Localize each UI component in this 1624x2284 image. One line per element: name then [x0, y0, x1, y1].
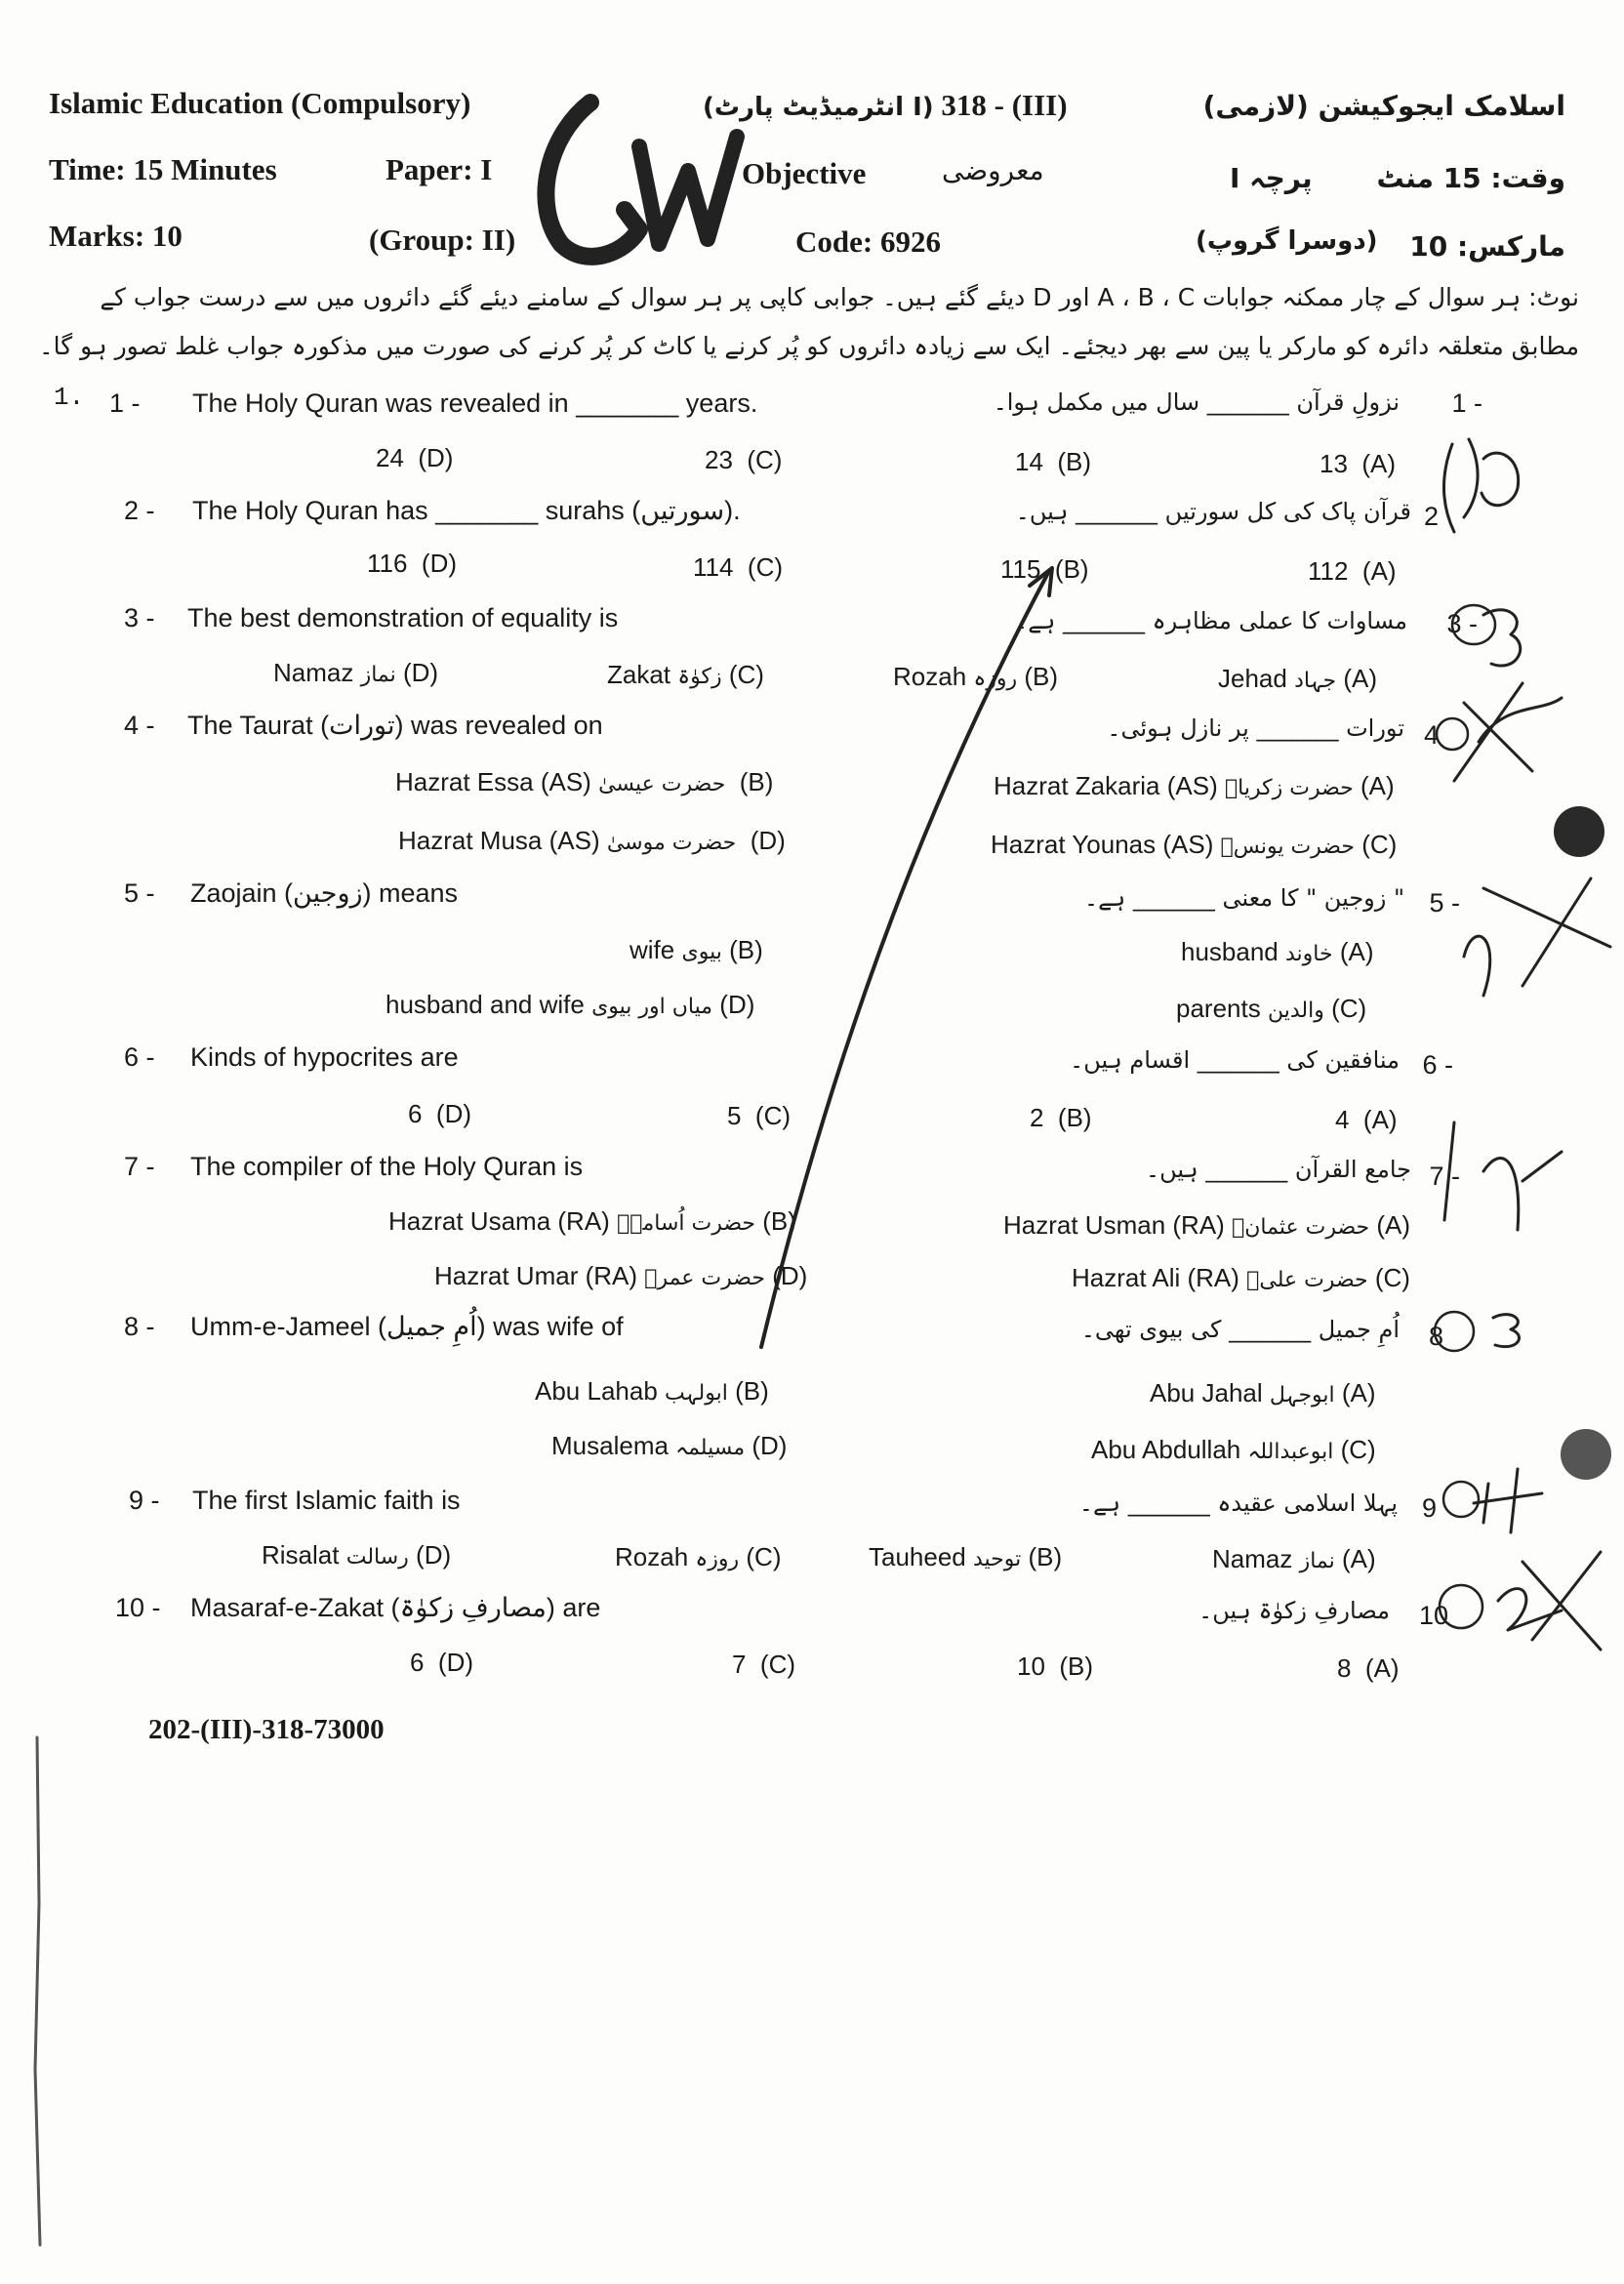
q1-option-c: 23 (C) — [705, 445, 783, 474]
question-9-text: The first Islamic faith is — [192, 1486, 461, 1515]
question-7-text-ur: جامع القرآن _______ ہیں۔ — [1146, 1156, 1411, 1183]
marks-label-en: Marks: 10 — [49, 219, 183, 253]
question-3-number: 3 - — [124, 603, 155, 632]
q6-option-b: 2 (B) — [1030, 1103, 1092, 1132]
question-9-number: 9 - — [129, 1486, 160, 1515]
question-5-text-ur: " زوجین " کا معنی _______ ہے۔ — [1084, 884, 1404, 912]
question-8-text-ur: اُمِ جمیل _______ کی بیوی تھی۔ — [1080, 1316, 1400, 1343]
paper-code-ltr: 318 - (III) — [941, 88, 1068, 122]
subject-title-en: Islamic Education (Compulsory) — [49, 86, 471, 120]
question-3-text: The best demonstration of equality is — [187, 603, 619, 632]
q4-option-c: Hazrat Younas (AS) حضرت یونسؑ (C) — [991, 830, 1398, 859]
question-7-number: 7 - — [124, 1152, 155, 1181]
question-10-text: Masaraf-e-Zakat (مصارفِ زکوٰۃ) are — [190, 1593, 601, 1622]
objective-label-ur: معروضی — [942, 154, 1044, 186]
hole-punch-top — [1554, 806, 1604, 857]
margin-mark-7 — [1444, 1122, 1562, 1230]
q3-option-b: Rozah روزہ (B) — [893, 662, 1059, 691]
question-8-number-ur: 8 — [1428, 1322, 1443, 1351]
q6-option-c: 5 (C) — [727, 1101, 792, 1130]
question-2-number: 2 - — [124, 496, 155, 525]
q10-option-c: 7 (C) — [732, 1650, 796, 1679]
question-2-number-ur: 2 — [1423, 502, 1439, 531]
margin-mark-8 — [1493, 1315, 1520, 1347]
q8-option-d: Musalema مسیلمہ (D) — [551, 1431, 788, 1460]
q2-option-a: 112 (A) — [1308, 556, 1397, 586]
question-8-text: Umm-e-Jameel (اُمِ جمیل) was wife of — [190, 1312, 624, 1341]
q2-option-c: 114 (C) — [693, 552, 783, 582]
question-4-text: The Taurat (تورات) was revealed on — [187, 711, 603, 740]
q7-option-c: Hazrat Ali (RA) حضرت علیؓ (C) — [1072, 1263, 1410, 1292]
marks-label-ur: مارکس: 10 — [1409, 230, 1565, 263]
q10-option-a: 8 (A) — [1337, 1653, 1400, 1683]
question-6-number: 6 - — [124, 1042, 155, 1072]
q1-option-d: 24 (D) — [376, 443, 454, 472]
question-4-number-ur: 4 — [1423, 720, 1439, 750]
q8-option-b: Abu Lahab ابولہب (B) — [535, 1376, 769, 1406]
question-1-number: 1 - — [109, 388, 141, 418]
q7-option-b: Hazrat Usama (RA) حضرت اُسامہؓ (B) — [388, 1206, 796, 1236]
question-9-number-ur: 9 — [1421, 1493, 1437, 1523]
q3-option-d: Namaz نماز (D) — [273, 658, 439, 687]
objective-label-en: Objective — [742, 156, 867, 190]
q5-option-d: husband and wife میاں اور بیوی (D) — [386, 990, 755, 1019]
footer-paper-code: 202-(III)-318-73000 — [148, 1714, 385, 1745]
paper-code-ur: (انٹرمیڈیٹ پارٹ I) — [703, 93, 934, 122]
q2-option-b: 115 (B) — [1000, 554, 1089, 584]
instructions-line-1: نوٹ: ہر سوال کے چار ممکنہ جوابات A ، B ، C اور D دیئے گئے ہیں۔ جوابی کاپی پر ہر سوال کے سامنے دیئے گئے دائروں میں سے درست جواب کے — [100, 283, 1579, 311]
q1-option-b: 14 (B) — [1015, 447, 1092, 476]
q3-option-c: Zakat زکوٰۃ (C) — [607, 660, 764, 689]
question-3-text-ur: مساوات کا عملی مظاہرہ _______ ہے۔ — [1014, 607, 1407, 634]
code-label-en: Code: 6926 — [795, 224, 941, 259]
question-4-number: 4 - — [124, 711, 155, 740]
question-6-text-ur: منافقین کی _______ اقسام ہیں۔ — [1070, 1046, 1400, 1074]
margin-cross-10 — [1498, 1552, 1601, 1650]
q9-option-c: Rozah روزہ (C) — [615, 1542, 782, 1571]
q10-option-b: 10 (B) — [1017, 1652, 1094, 1681]
question-5-text: Zaojain (زوجین) means — [190, 878, 459, 908]
hole-punch-bottom — [1561, 1429, 1611, 1480]
question-2-text-ur: قرآن پاک کی کل سورتیں _______ ہیں۔ — [1015, 498, 1411, 525]
question-10-text-ur: مصارفِ زکوٰۃ ہیں۔ — [1198, 1597, 1390, 1624]
q9-option-d: Risalat رسالت (D) — [262, 1540, 452, 1570]
margin-cross-9 — [1474, 1469, 1542, 1532]
question-4-text-ur: تورات _______ پر نازل ہوئی۔ — [1107, 714, 1404, 742]
q5-option-c: parents والدین (C) — [1176, 994, 1367, 1023]
question-1-text: The Holy Quran was revealed in _______ years. — [192, 388, 758, 418]
question-3-number-ur: 3 - — [1446, 609, 1478, 638]
question-10-number: 10 - — [115, 1593, 161, 1622]
question-6-number-ur: 6 - — [1422, 1050, 1453, 1080]
q7-option-a: Hazrat Usman (RA) حضرت عثمانؓ (A) — [1003, 1210, 1411, 1240]
q8-option-c: Abu Abdullah ابوعبداللہ (C) — [1091, 1435, 1376, 1464]
time-label-en: Time: 15 Minutes — [49, 152, 277, 186]
q4-option-b: Hazrat Essa (AS) حضرت عیسیٰ (B) — [395, 767, 774, 796]
instructions-line-2: مطابق متعلقہ دائرہ کو مارکر یا پین سے بھر دیجئے۔ ایک سے زیادہ دائروں کو پُر کرنے یا کاٹ کر پُر کرنے کی صورت میں مذکورہ جواب غلط تصور ہو گا۔ — [38, 332, 1579, 360]
question-10-number-ur: 10 — [1418, 1601, 1448, 1630]
scan-edge-line — [35, 1737, 40, 2245]
question-8-number: 8 - — [124, 1312, 155, 1341]
group-label-ur: (دوسرا گروپ) — [1196, 226, 1378, 256]
subject-title-ur: اسلامک ایجوکیشن (لازمی) — [1202, 90, 1565, 122]
q4-option-a: Hazrat Zakaria (AS) حضرت زکریاؑ (A) — [994, 771, 1395, 800]
question-1-text-ur: نزولِ قرآن _______ سال میں مکمل ہوا۔ — [993, 388, 1400, 416]
handwritten-stamp-g — [546, 102, 639, 257]
handwritten-stamp-w — [639, 137, 737, 244]
question-5-number: 5 - — [124, 878, 155, 908]
group-label-en: (Group: II) — [369, 223, 516, 257]
q9-option-a: Namaz نماز (A) — [1212, 1544, 1376, 1573]
margin-cross-5 — [1464, 878, 1610, 996]
section-number: 1. — [54, 383, 85, 412]
time-label-ur: وقت: 15 منٹ — [1376, 162, 1565, 194]
question-7-number-ur: 7 - — [1429, 1162, 1460, 1191]
q9-option-b: Tauheed توحید (B) — [869, 1542, 1063, 1571]
q7-option-d: Hazrat Umar (RA) حضرت عمرؓ (D) — [434, 1261, 808, 1290]
margin-circle-4 — [1437, 718, 1468, 750]
margin-circle-9 — [1443, 1482, 1479, 1517]
q2-option-d: 116 (D) — [367, 549, 457, 578]
paper-label-ur: پرچہ I — [1230, 162, 1313, 194]
q6-option-d: 6 (D) — [408, 1099, 472, 1128]
q5-option-b: wife بیوی (B) — [629, 935, 763, 964]
question-6-text: Kinds of hypocrites are — [190, 1042, 459, 1072]
paper-code — [703, 88, 1068, 123]
question-9-text-ur: پہلا اسلامی عقیدہ _______ ہے۔ — [1078, 1489, 1398, 1517]
q6-option-a: 4 (A) — [1335, 1105, 1398, 1134]
margin-cross-4 — [1454, 683, 1562, 781]
paper-label-en: Paper: I — [386, 152, 493, 186]
q3-option-a: Jehad جہاد (A) — [1218, 664, 1377, 693]
q5-option-a: husband خاوند (A) — [1181, 937, 1374, 966]
question-2-text: The Holy Quran has _______ surahs (سورتیں). — [192, 496, 741, 525]
question-5-number-ur: 5 - — [1429, 888, 1460, 918]
question-7-text: The compiler of the Holy Quran is — [190, 1152, 584, 1181]
q10-option-d: 6 (D) — [410, 1648, 474, 1677]
q1-option-a: 13 (A) — [1320, 449, 1397, 478]
margin-mark-3 — [1483, 610, 1521, 666]
question-1-number-ur: 1 - — [1451, 388, 1482, 418]
q4-option-d: Hazrat Musa (AS) حضرت موسیٰ (D) — [398, 826, 786, 855]
margin-mark-1 — [1444, 439, 1519, 532]
q8-option-a: Abu Jahal ابوجہل (A) — [1150, 1378, 1376, 1407]
